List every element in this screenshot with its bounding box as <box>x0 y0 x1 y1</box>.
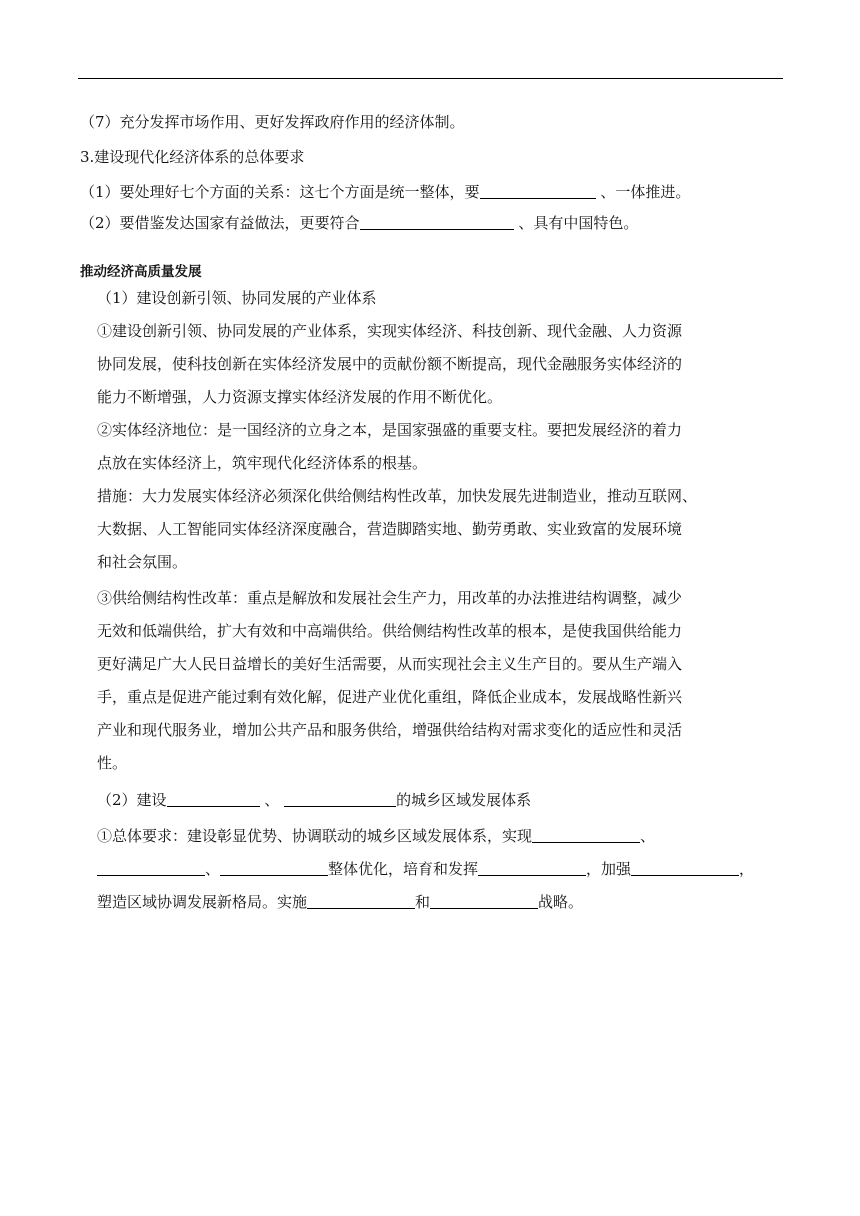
requirement-2 <box>80 213 638 233</box>
blank-field[interactable] <box>480 184 596 199</box>
blank-field[interactable] <box>430 894 538 909</box>
separator: ，加强 <box>586 860 632 878</box>
blank-field[interactable] <box>307 894 415 909</box>
blank-field[interactable] <box>220 861 328 876</box>
paragraph-line: 能力不断增强，人力资源支撑实体经济发展的作用不断优化。 <box>97 388 503 406</box>
blank-field[interactable] <box>532 828 640 843</box>
subsection-2-heading <box>97 790 531 810</box>
blank-field[interactable] <box>360 215 514 230</box>
requirement-line-2 <box>97 859 754 879</box>
item-7: （7）充分发挥市场作用、更好发挥政府作用的经济体制。 <box>80 113 465 131</box>
subsection-2-tail: 的城乡区域发展体系 <box>396 791 532 809</box>
paragraph-line: 性。 <box>97 754 128 772</box>
subsection-2-lead: （2）建设 <box>97 791 167 809</box>
separator: 、 <box>640 827 656 845</box>
paragraph-line: 大数据、人工智能同实体经济深度融合，营造脚踏实地、勤劳勇敢、实业致富的发展环境 <box>97 520 683 538</box>
paragraph-line: ②实体经济地位：是一国经济的立身之本，是国家强盛的重要支柱。要把发展经济的着力 <box>97 421 683 439</box>
requirement-line-text: 塑造区域协调发展新格局。实施 <box>97 893 308 911</box>
separator: 和 <box>415 893 431 911</box>
paragraph-line: 协同发展，使科技创新在实体经济发展中的贡献份额不断提高，现代金融服务实体经济的 <box>97 355 683 373</box>
requirement-2-text: （2）要借鉴发达国家有益做法，更要符合 <box>80 214 360 232</box>
requirement-line-3 <box>97 892 583 912</box>
requirement-1-tail: 、一体推进。 <box>600 183 691 201</box>
paragraph-line: 手，重点是促进产能过剩有效化解，促进产业优化重组，降低企业成本，发展战略性新兴 <box>97 688 683 706</box>
paragraph-line: ③供给侧结构性改革：重点是解放和发展社会生产力，用改革的办法推进结构调整，减少 <box>97 589 683 607</box>
paragraph-line: 无效和低端供给，扩大有效和中高端供给。供给侧结构性改革的根本，是使我国供给能力 <box>97 622 683 640</box>
paragraph-line: 和社会氛围。 <box>97 553 188 571</box>
paragraph-line: 措施：大力发展实体经济必须深化供给侧结构性改革，加快发展先进制造业，推动互联网、 <box>97 487 698 505</box>
requirement-line-text: ①总体要求：建设彰显优势、协调联动的城乡区域发展体系，实现 <box>97 827 533 845</box>
header-rule <box>78 78 783 79</box>
requirement-1-text: （1）要处理好七个方面的关系：这七个方面是统一整体，要 <box>80 183 480 201</box>
requirement-line-tail: 战略。 <box>538 893 584 911</box>
requirement-2-tail: 、具有中国特色。 <box>518 214 639 232</box>
separator: ， <box>739 860 755 878</box>
blank-field[interactable] <box>631 861 739 876</box>
requirement-1 <box>80 182 690 202</box>
separator: 、 <box>264 791 280 809</box>
requirement-line-1 <box>97 826 655 846</box>
blank-field[interactable] <box>284 792 396 807</box>
section-3-heading: 3.建设现代化经济体系的总体要求 <box>80 148 305 166</box>
subsection-1-heading: （1）建设创新引领、协同发展的产业体系 <box>97 289 377 307</box>
blank-field[interactable] <box>97 861 205 876</box>
paragraph-line: 产业和现代服务业，增加公共产品和服务供给，增强供给结构对需求变化的适应性和灵活 <box>97 721 683 739</box>
section-heading: 推动经济高质量发展 <box>80 264 202 280</box>
blank-field[interactable] <box>478 861 586 876</box>
blank-field[interactable] <box>167 792 260 807</box>
paragraph-line: 点放在实体经济上，筑牢现代化经济体系的根基。 <box>97 454 428 472</box>
paragraph-line: ①建设创新引领、协同发展的产业体系，实现实体经济、科技创新、现代金融、人力资源 <box>97 322 683 340</box>
paragraph-line: 更好满足广大人民日益增长的美好生活需要，从而实现社会主义生产目的。要从生产端入 <box>97 655 683 673</box>
requirement-line-text: 整体优化，培育和发挥 <box>328 860 479 878</box>
separator: 、 <box>205 860 221 878</box>
